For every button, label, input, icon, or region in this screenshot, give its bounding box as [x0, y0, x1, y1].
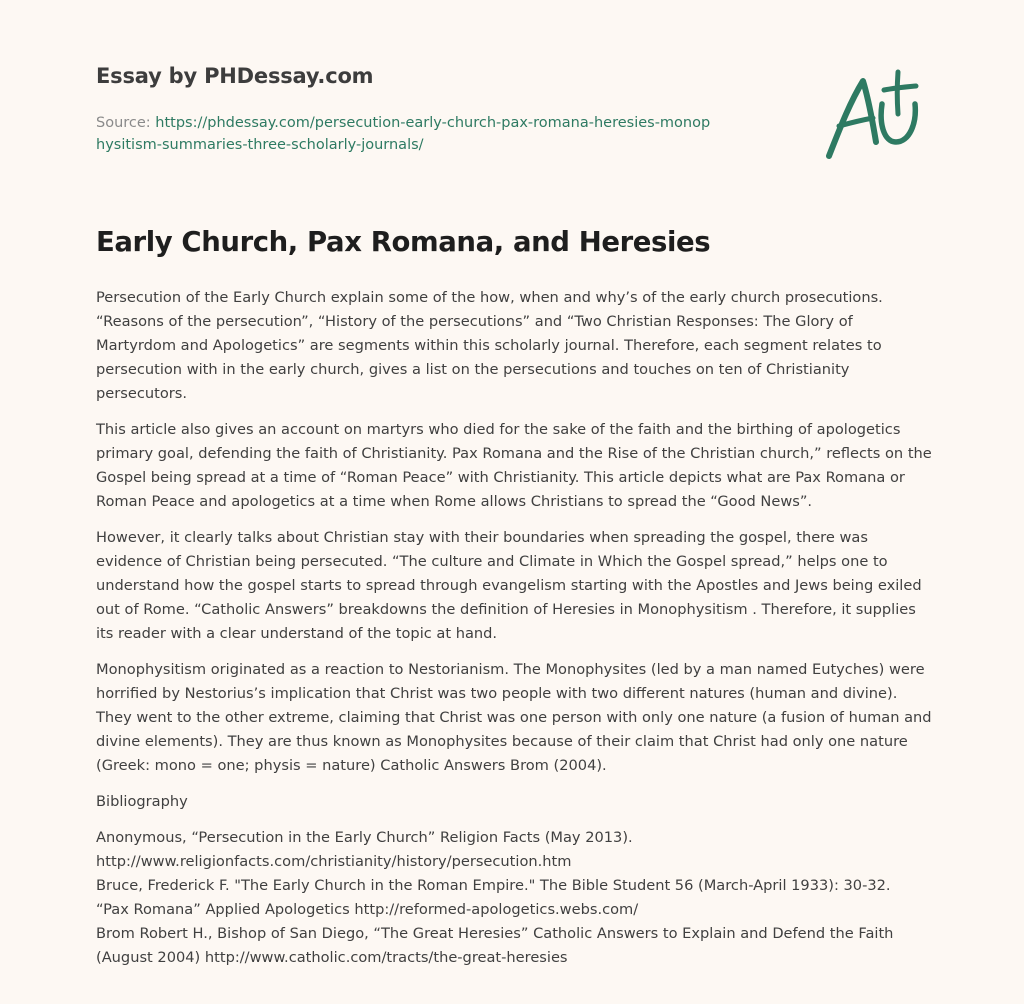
paragraph: Persecution of the Early Church explain some of the how, when and why’s of the early church prosecutions. “Reasons of the persecution”, “History of the persecutions” and “Two Christian Responses: The Glory of Martyrdom and Apologetics” are segments within this scholarly journal. Therefore, each segment relates to persecution with in the early church, gives a list on the persecutions and touches on ten of Christianity persecutors. — [96, 289, 883, 402]
bibliography-entry: Brom Robert H., Bishop of San Diego, “The Great Heresies” Catholic Answers to Explain and Defend the Faith (August 2004) http://www.catholic.com/tracts/the-great-heresies — [96, 925, 894, 966]
bibliography-list — [96, 826, 932, 970]
bibliography-entry: http://www.religionfacts.com/christianity/history/persecution.htm — [96, 853, 572, 870]
page-title: Early Church, Pax Romana, and Heresies — [96, 226, 711, 258]
site-brand: Essay by PHDessay.com — [96, 64, 374, 88]
paragraph: Monophysitism originated as a reaction to Nestorianism. The Monophysites (led by a man named Eutyches) were horrified by Nestorius’s implication that Christ was two people with two different natures (human and divine). They went to the other extreme, claiming that Christ was one person with only one nature (a fusion of human and divine elements). They are thus known as Monophysites because of their claim that Christ had only one nature (Greek: mono = one; physis = nature) Catholic Answers Brom (2004). — [96, 661, 932, 774]
paragraph: However, it clearly talks about Christian stay with their boundaries when spreading the gospel, there was evidence of Christian being persecuted. “The culture and Climate in Which the Gospel spread,” helps one to understand how the gospel starts to spread through evangelism starting with the Apostles and Jews being exiled out of Rome. “Catholic Answers” breakdowns the definition of Heresies in Monophysitism . Therefore, it supplies its reader with a clear understand of the topic at hand. — [96, 529, 922, 642]
bibliography-entry: “Pax Romana” Applied Apologetics http://reformed-apologetics.webs.com/ — [96, 901, 639, 918]
bibliography-entry: Bruce, Frederick F. "The Early Church in the Roman Empire." The Bible Student 56 (March-April 1933): 30-32. — [96, 877, 891, 894]
source-link[interactable]: https://phdessay.com/persecution-early-church-pax-romana-heresies-monophysitism-summaries-three-scholarly-journals/ — [96, 115, 711, 153]
bibliography-entry: Anonymous, “Persecution in the Early Church” Religion Facts (May 2013). — [96, 829, 633, 846]
a-plus-logo-icon — [820, 66, 930, 166]
source-line — [96, 112, 716, 156]
bibliography-heading: Bibliography — [96, 793, 188, 810]
paragraph: This article also gives an account on martyrs who died for the sake of the faith and the birthing of apologetics primary goal, defending the faith of Christianity. Pax Romana and the Rise of the Christian church,” reflects on the Gospel being spread at a time of “Roman Peace” with Christianity. This article depicts what are Pax Romana or Roman Peace and apologetics at a time when Rome allows Christians to spread the “Good News”. — [96, 421, 932, 510]
article-body — [96, 286, 932, 970]
source-label: Source: — [96, 115, 156, 131]
